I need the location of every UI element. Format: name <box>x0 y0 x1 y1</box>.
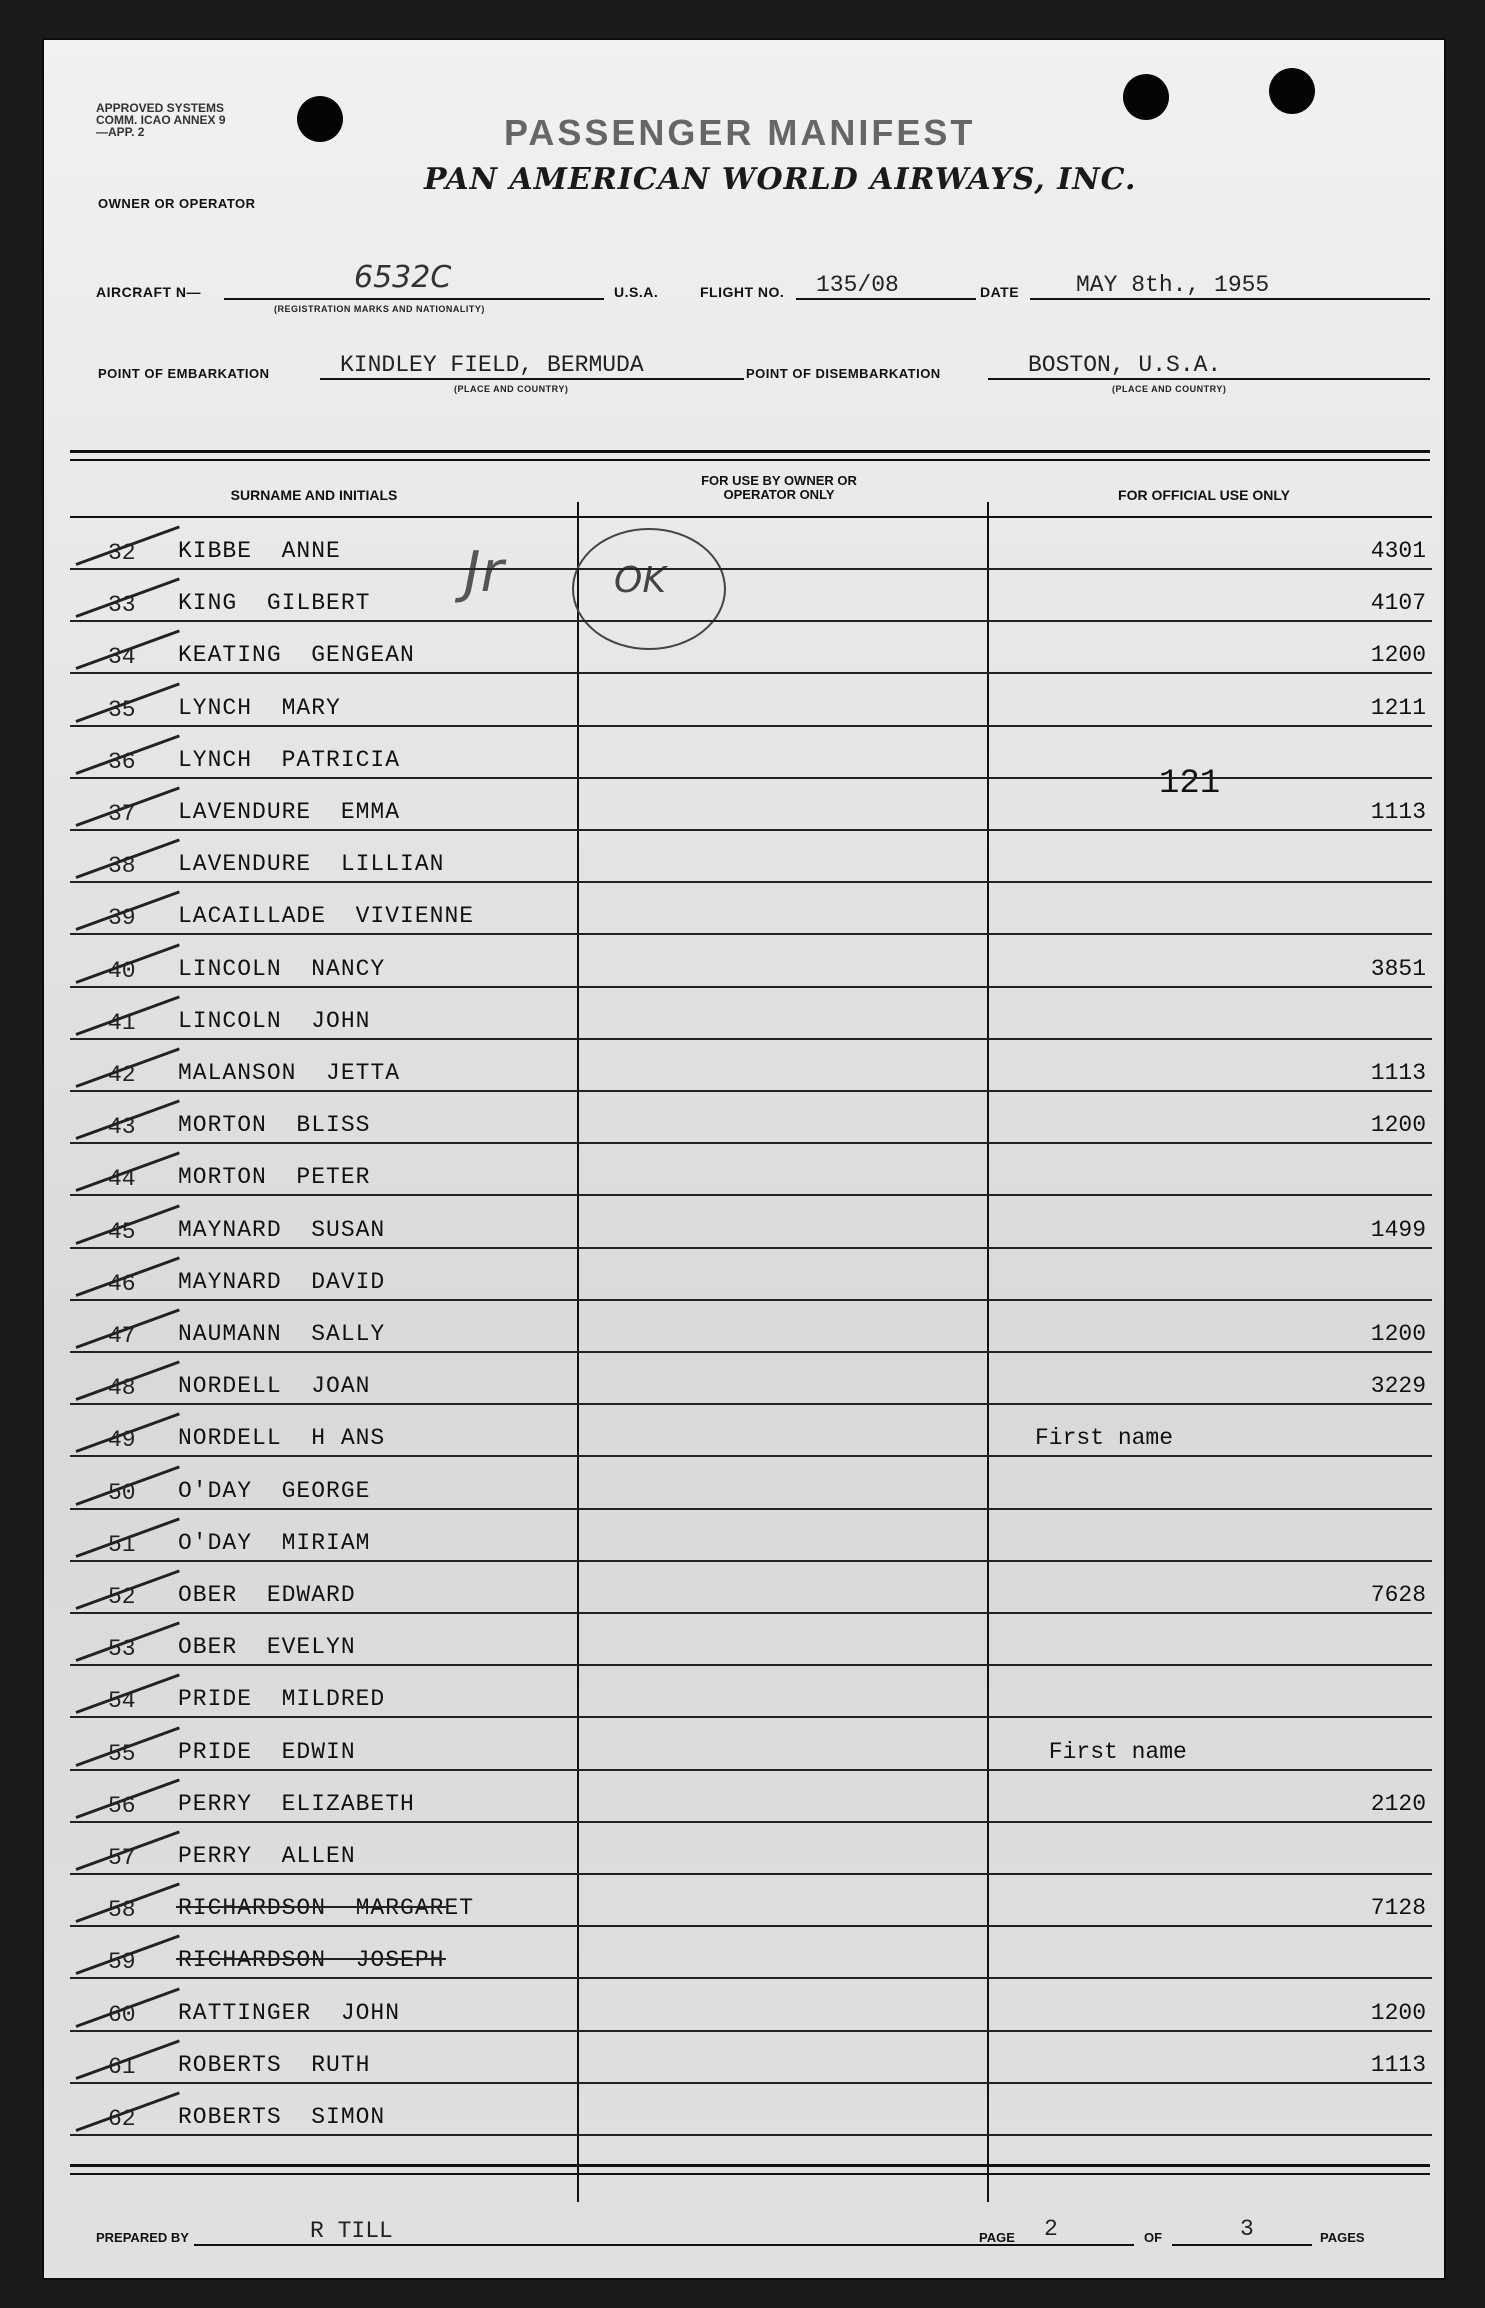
official-code: 1200 <box>1370 642 1426 669</box>
embarkation-value: KINDLEY FIELD, BERMUDA <box>340 352 644 378</box>
passenger-name: LAVENDURE EMMA <box>178 799 401 825</box>
punch-hole <box>1269 68 1315 114</box>
date-underline <box>1030 298 1430 300</box>
pages-label: PAGES <box>1320 2230 1365 2245</box>
row-number: 45 <box>108 1218 136 1245</box>
row-number: 44 <box>108 1166 136 1193</box>
row-number: 42 <box>108 1062 136 1088</box>
passenger-name: MORTON BLISS <box>178 1112 371 1139</box>
passenger-name: PERRY ALLEN <box>178 1843 356 1869</box>
row-number: 47 <box>108 1323 136 1349</box>
disembark-place-note: (PLACE AND COUNTRY) <box>1112 384 1227 394</box>
passenger-name: MAYNARD DAVID <box>178 1268 386 1295</box>
row-number: 36 <box>108 748 136 775</box>
official-code: 1113 <box>1370 799 1426 825</box>
of-value: 3 <box>1240 2216 1254 2242</box>
passenger-name: MAYNARD SUSAN <box>178 1216 386 1243</box>
passenger-name: O'DAY GEORGE <box>178 1477 371 1504</box>
row-number: 33 <box>108 592 136 619</box>
row-number: 38 <box>108 853 136 880</box>
passenger-name: RICHARDSON MARGARET <box>178 1895 475 1922</box>
strikethrough-line <box>176 1958 446 1960</box>
table-row <box>70 727 1432 779</box>
col-owner-header: FOR USE BY OWNER OR OPERATOR ONLY <box>701 473 857 502</box>
passenger-name: NORDELL JOAN <box>178 1373 371 1400</box>
owner-annotation-jr: Jr <box>464 540 504 605</box>
row-number: 41 <box>108 1009 136 1036</box>
page-underline <box>1024 2244 1134 2246</box>
table-row <box>70 570 1432 622</box>
passenger-name: OBER EVELYN <box>178 1634 356 1661</box>
prepared-by-label: PREPARED BY <box>96 2230 189 2245</box>
footer-double-rule <box>70 2164 1430 2175</box>
row-number: 53 <box>108 1636 136 1663</box>
table-row <box>70 2084 1432 2136</box>
passenger-name: PRIDE MILDRED <box>178 1686 386 1713</box>
table-row <box>70 518 1432 570</box>
passenger-name: MALANSON JETTA <box>178 1060 401 1086</box>
table-row <box>70 1405 1432 1457</box>
table-row <box>70 936 1432 988</box>
table-row <box>70 1197 1432 1249</box>
table-row <box>70 1092 1432 1144</box>
row-number: 43 <box>108 1114 136 1141</box>
flight-label: FLIGHT NO. <box>700 284 785 300</box>
official-note: First name <box>1035 1425 1174 1452</box>
official-code: 4301 <box>1370 538 1426 564</box>
table-row <box>70 1301 1432 1353</box>
row-number: 35 <box>108 696 136 723</box>
table-row <box>70 1614 1432 1666</box>
official-code: 7128 <box>1370 1895 1426 1922</box>
page-label: PAGE <box>979 2230 1015 2245</box>
registration-note: (REGISTRATION MARKS AND NATIONALITY) <box>274 304 485 314</box>
disembarkation-label: POINT OF DISEMBARKATION <box>746 366 941 381</box>
row-number: 52 <box>108 1584 136 1610</box>
usa-label: U.S.A. <box>614 284 659 300</box>
flight-underline <box>796 298 976 300</box>
table-row <box>70 2032 1432 2084</box>
passenger-name: O'DAY MIRIAM <box>178 1529 371 1556</box>
table-row <box>70 779 1432 831</box>
table-row <box>70 1353 1432 1405</box>
row-rule <box>70 2134 1432 2136</box>
official-code: 1211 <box>1370 694 1426 721</box>
table-row <box>70 831 1432 883</box>
row-number: 56 <box>108 1792 136 1819</box>
embarkation-label: POINT OF EMBARKATION <box>98 366 270 381</box>
official-code: 7628 <box>1370 1582 1426 1608</box>
row-number: 46 <box>108 1270 136 1297</box>
table-row <box>70 1771 1432 1823</box>
table-row <box>70 1927 1432 1979</box>
table-row <box>70 1040 1432 1092</box>
row-number: 32 <box>108 540 136 566</box>
punch-hole <box>297 96 343 142</box>
passenger-name: LINCOLN NANCY <box>178 955 386 982</box>
passenger-name: NAUMANN SALLY <box>178 1321 386 1347</box>
row-number: 48 <box>108 1375 136 1402</box>
official-code: 3229 <box>1370 1373 1426 1400</box>
aircraft-value: 6532C <box>354 260 452 295</box>
table-row <box>70 1144 1432 1196</box>
official-code: 1113 <box>1370 2051 1426 2078</box>
row-number: 61 <box>108 2053 136 2080</box>
row-number: 58 <box>108 1897 136 1924</box>
row-number: 59 <box>108 1949 136 1976</box>
row-number: 55 <box>108 1740 136 1767</box>
header-double-rule <box>70 450 1430 461</box>
owner-label: OWNER OR OPERATOR <box>98 196 256 211</box>
manifest-sheet <box>44 40 1444 2278</box>
official-code: 1200 <box>1370 1321 1426 1347</box>
row-number: 60 <box>108 2001 136 2028</box>
table-row <box>70 1719 1432 1771</box>
flight-value: 135/08 <box>816 272 899 298</box>
passenger-name: OBER EDWARD <box>178 1582 356 1608</box>
table-row <box>70 1875 1432 1927</box>
official-code: 3851 <box>1370 955 1426 982</box>
row-number: 57 <box>108 1845 136 1871</box>
prepared-by-value: R TILL <box>310 2218 393 2244</box>
table-row <box>70 1823 1432 1875</box>
table-row <box>70 675 1432 727</box>
form-title: PASSENGER MANIFEST <box>504 112 976 153</box>
passenger-name: PERRY ELIZABETH <box>178 1790 415 1817</box>
row-number: 34 <box>108 644 136 671</box>
aircraft-label: AIRCRAFT N— <box>96 284 202 300</box>
table-row <box>70 883 1432 935</box>
official-code: 1200 <box>1370 1999 1426 2026</box>
passenger-name: KING GILBERT <box>178 590 371 617</box>
passenger-name: NORDELL H ANS <box>178 1425 386 1452</box>
aircraft-underline <box>224 298 604 300</box>
passenger-name: LYNCH MARY <box>178 694 341 721</box>
col-surname-header: SURNAME AND INITIALS <box>230 487 398 503</box>
row-number: 54 <box>108 1688 136 1715</box>
passenger-name: LYNCH PATRICIA <box>178 746 401 773</box>
passenger-name: MORTON PETER <box>178 1164 371 1191</box>
table-row <box>70 1249 1432 1301</box>
passenger-name: LACAILLADE VIVIENNE <box>178 903 475 930</box>
passenger-name: LINCOLN JOHN <box>178 1007 371 1034</box>
row-number: 62 <box>108 2106 136 2132</box>
passenger-name: KEATING GENGEAN <box>178 642 415 669</box>
table-row <box>70 1980 1432 2032</box>
company-name: PAN AMERICAN WORLD AIRWAYS, INC. <box>424 162 1137 197</box>
table-row <box>70 622 1432 674</box>
official-note: First name <box>1035 1738 1187 1765</box>
embark-place-note: (PLACE AND COUNTRY) <box>454 384 569 394</box>
official-code: 1200 <box>1370 1112 1426 1139</box>
official-code: 1499 <box>1370 1216 1426 1243</box>
passenger-name: KIBBE ANNE <box>178 538 341 564</box>
row-number: 50 <box>108 1479 136 1506</box>
row-number: 39 <box>108 905 136 932</box>
passenger-name: RATTINGER JOHN <box>178 1999 401 2026</box>
passenger-name: RICHARDSON JOSEPH <box>178 1947 445 1974</box>
official-code: 1113 <box>1370 1060 1426 1086</box>
passenger-name: ROBERTS RUTH <box>178 2051 371 2078</box>
passenger-name: LAVENDURE LILLIAN <box>178 851 445 878</box>
row-number: 49 <box>108 1427 136 1454</box>
disembarkation-underline <box>988 378 1430 380</box>
of-underline <box>1172 2244 1312 2246</box>
table-row <box>70 1510 1432 1562</box>
date-value: MAY 8th., 1955 <box>1076 272 1270 298</box>
col-official-header: FOR OFFICIAL USE ONLY <box>1118 487 1290 503</box>
official-code: 4107 <box>1370 590 1426 617</box>
passenger-name: ROBERTS SIMON <box>178 2104 386 2130</box>
row-number: 37 <box>108 801 136 827</box>
approval-stamp: APPROVED SYSTEMS COMM. ICAO ANNEX 9—APP. 2 <box>96 101 226 139</box>
of-label: OF <box>1144 2230 1163 2245</box>
table-row <box>70 988 1432 1040</box>
prepared-underline <box>194 2244 1024 2246</box>
page-value: 2 <box>1044 2216 1058 2242</box>
disembarkation-value: BOSTON, U.S.A. <box>1028 352 1222 378</box>
row-number: 51 <box>108 1531 136 1558</box>
owner-annotation-ok: OK <box>614 560 666 601</box>
table-row <box>70 1666 1432 1718</box>
date-label: DATE <box>980 284 1020 300</box>
strikethrough-line <box>176 1906 446 1908</box>
passenger-name: PRIDE EDWIN <box>178 1738 356 1765</box>
punch-hole <box>1123 74 1169 120</box>
table-row <box>70 1562 1432 1614</box>
table-row <box>70 1458 1432 1510</box>
embarkation-underline <box>320 378 744 380</box>
row-number: 40 <box>108 957 136 984</box>
official-code: 2120 <box>1370 1790 1426 1817</box>
official-mark-121: 121 <box>1159 765 1221 803</box>
